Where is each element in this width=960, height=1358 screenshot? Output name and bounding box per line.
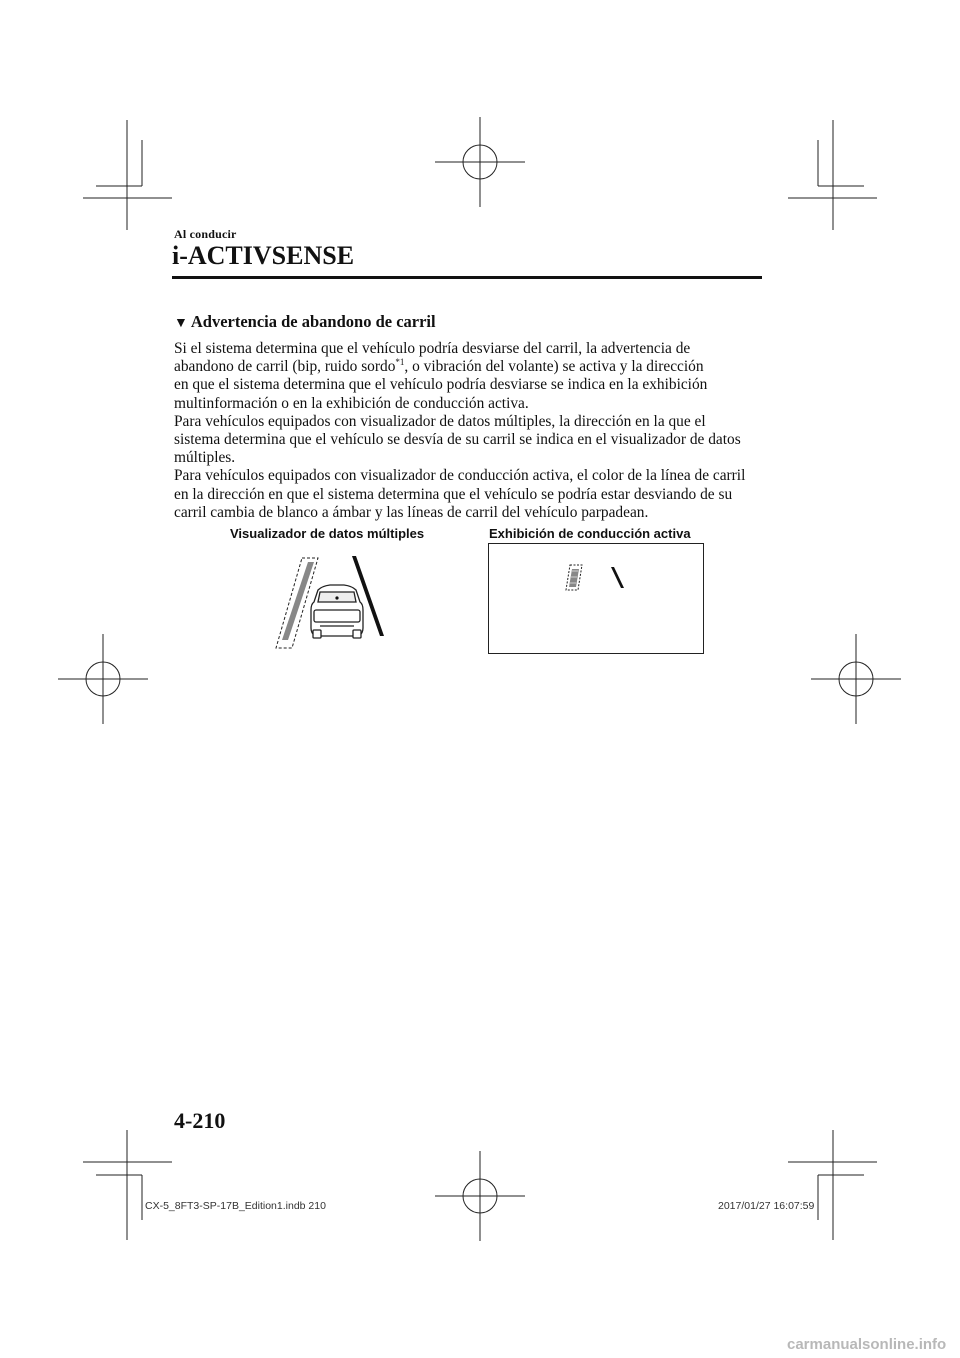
right-lane-line	[611, 567, 624, 588]
body-line: Si el sistema determina que el vehículo podría desviarse del carril, la advertencia de	[174, 340, 691, 357]
page-title: i-ACTIVSENSE	[172, 241, 355, 270]
body-line: en la dirección en que el sistema determina que el vehículo se podría estar desviando de su	[174, 485, 733, 503]
section-heading	[174, 312, 436, 332]
multi-display-label: Visualizador de datos múltiples	[230, 526, 425, 541]
triangle-marker-icon: ▼	[174, 316, 188, 331]
page-number: 4-210	[174, 1108, 226, 1133]
lane-departure-active-driving-figure	[488, 543, 704, 654]
breadcrumb: Al conducir	[174, 227, 237, 241]
footnote-ref: *1	[395, 357, 405, 368]
body-line: carril cambia de blanco a ámbar y las líneas de carril del vehículo parpadean.	[174, 503, 649, 521]
body-line: Para vehículos equipados con visualizador de datos múltiples, la dirección en la que el	[174, 412, 706, 430]
body-line: múltiples.	[174, 449, 236, 467]
footer-file-info: CX-5_8FT3-SP-17B_Edition1.indb 210	[145, 1200, 326, 1212]
body-line: Para vehículos equipados con visualizador de conducción activa, el color de la línea de carril	[174, 467, 746, 485]
watermark: carmanualsonline.info	[787, 1336, 947, 1353]
body-line: abandono de carril (bip, ruido sordo$^{*1}$, o vibración del volante) se activa y la dirección	[174, 357, 704, 376]
body-line: multinformación o en la exhibición de conducción activa.	[174, 394, 529, 412]
body-line: en que el sistema determina que el vehículo podría desviarse se indica en la exhibición	[174, 376, 708, 394]
lane-departure-multi-display-figure	[270, 550, 400, 650]
left-lane-line-fill	[569, 569, 579, 587]
active-driving-display-label: Exhibición de conducción activa	[489, 526, 691, 541]
car-icon	[311, 585, 363, 638]
body-text	[174, 340, 774, 522]
section-heading-text: Advertencia de abandono de carril	[190, 312, 436, 331]
body-line: sistema determina que el vehículo se desvía de su carril se indica en el visualizador de datos	[174, 431, 741, 449]
left-lane-line-fill	[282, 562, 314, 640]
title-rule	[172, 276, 762, 279]
footer-date-info: 2017/01/27 16:07:59	[718, 1200, 815, 1212]
